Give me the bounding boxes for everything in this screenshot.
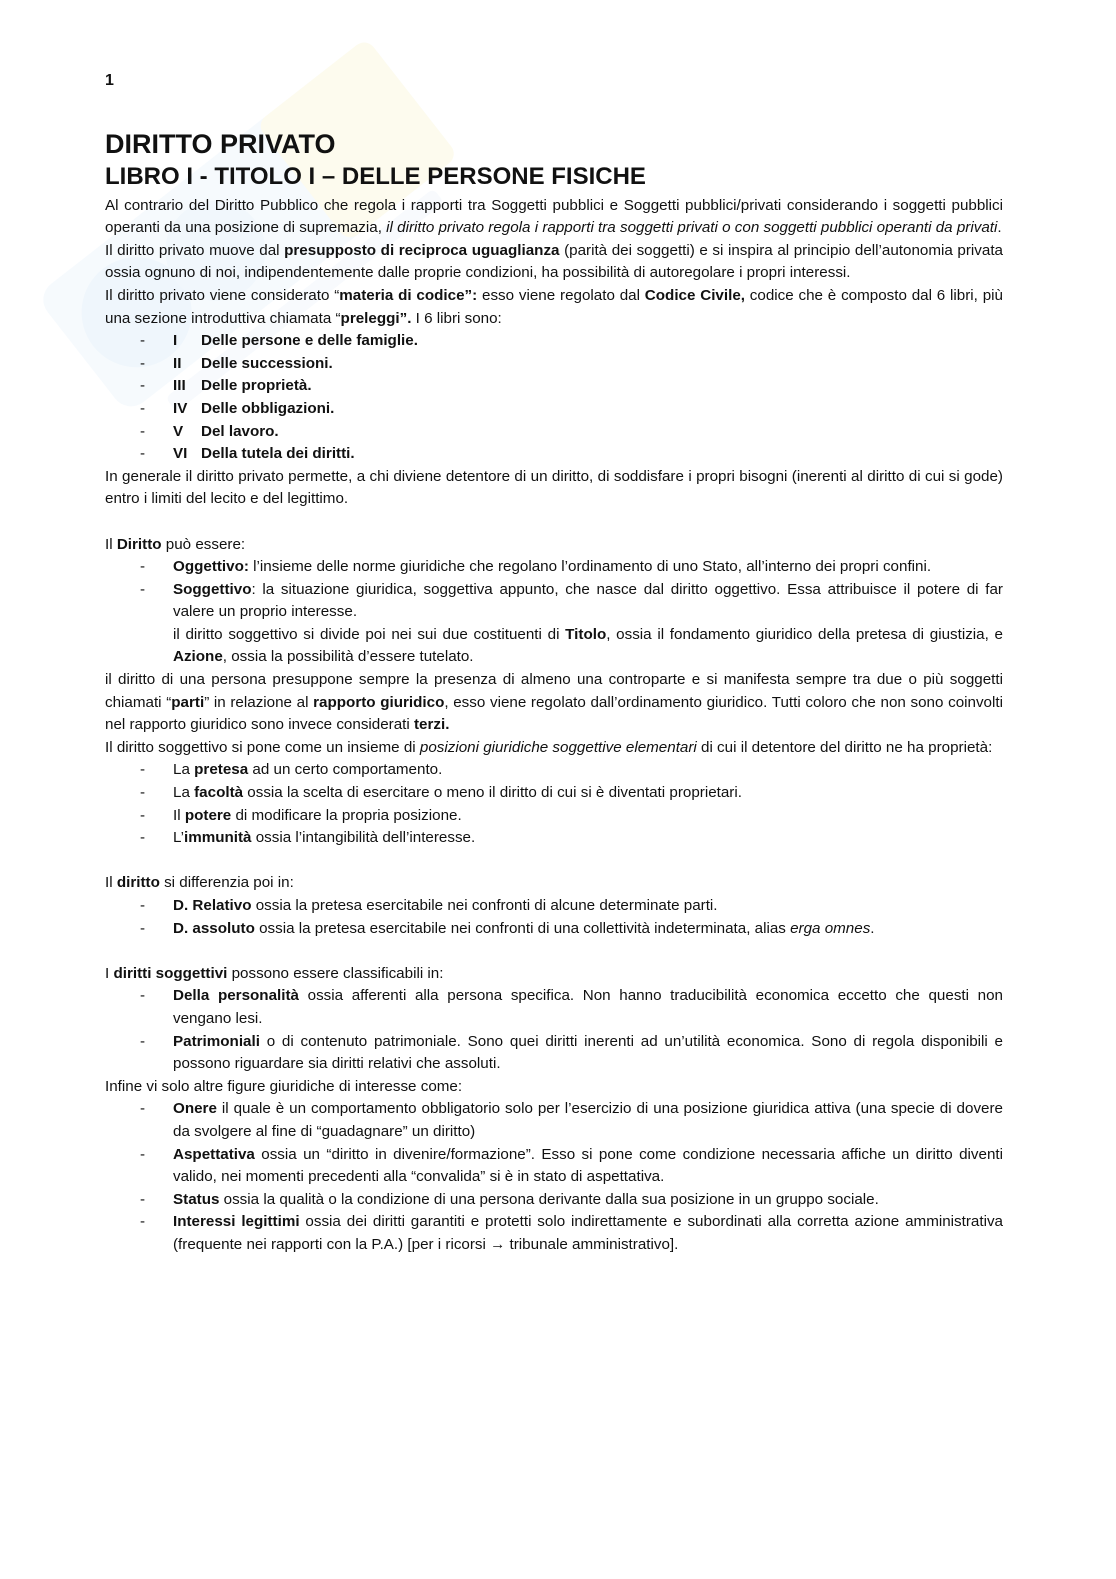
- document-title: DIRITTO PRIVATO: [105, 128, 336, 159]
- classifica-list: [105, 985, 1003, 1075]
- document-subtitle: LIBRO I - TITOLO I – DELLE PERSONE FISICHE: [105, 162, 646, 190]
- diritto-types-list: [105, 556, 1003, 669]
- paragraph-posizioni: Il diritto soggettivo si pone come un insieme di posizioni giuridiche soggettive elementari di cui il detentore del diritto ne ha proprietà:: [105, 738, 993, 756]
- intro-paragraph-3: Il diritto privato viene considerato “materia di codice”: esso viene regolato dal Codice Civile, codice che è composto dal 6 libri, più una sezione introduttiva chiamata “preleggi”. I 6 libri sono:: [105, 286, 1003, 327]
- list-item: - IV Delle obbligazioni.: [140, 399, 335, 417]
- paragraph-classifica: I diritti soggettivi possono essere classificabili in:: [105, 964, 444, 982]
- list-item: - Della personalità ossia afferenti alla persona specifica. Non hanno traducibilità economica eccetto che questi non vengano lesi.: [140, 987, 1003, 1027]
- books-list: [105, 330, 1003, 466]
- paragraph-differenza: Il diritto si differenzia poi in:: [105, 874, 294, 892]
- arrow-right-icon: →: [490, 1235, 506, 1253]
- list-item: - La pretesa ad un certo comportamento.: [140, 761, 443, 779]
- paragraph-parti: il diritto di una persona presuppone sempre la presenza di almeno una controparte e si manifesta sempre tra due o più soggetti chiamati “parti” in relazione al rapporto giuridico, esso viene regolato dall’ordinamento giuridico. Tutti coloro che non sono coinvolti nel rapporto giuridico sono invece considerati terzi.: [105, 671, 1003, 734]
- list-item: - V Del lavoro.: [140, 422, 279, 440]
- list-item: - III Delle proprietà.: [140, 377, 312, 395]
- figure-list: [105, 1098, 1003, 1256]
- list-item: - D. Relativo ossia la pretesa esercitabile nei confronti di alcune determinate parti.: [140, 897, 718, 914]
- list-item: - L’immunità ossia l’intangibilità dell’interesse.: [140, 829, 476, 847]
- list-item: - Il potere di modificare la propria posizione.: [140, 806, 462, 824]
- list-item: - I Delle persone e delle famiglie.: [140, 332, 418, 350]
- paragraph-diritto-intro: Il Diritto può essere:: [105, 535, 246, 553]
- list-item: - La facoltà ossia la scelta di esercitare o meno il diritto di cui si è diventati proprietari.: [140, 784, 742, 802]
- list-item: - D. assoluto ossia la pretesa esercitabile nei confronti di una collettività indeterminata, alias erga omnes.: [140, 919, 875, 937]
- page-number: 1: [105, 72, 114, 89]
- intro-paragraph-1: Al contrario del Diritto Pubblico che regola i rapporti tra Soggetti pubblici e Soggetti pubblici/privati considerando i soggetti pubblici operanti da una posizione di supremazia, il diritto privato regola i rapporti tra soggetti privati o con soggetti pubblici operanti da privati.: [105, 196, 1003, 237]
- list-item: - Soggettivo: la situazione giuridica, soggettiva appunto, che nasce dal diritto oggettivo. Essa attribuisce il potere di far valere un proprio interesse. il diritto soggettivo si divide poi nei sui due costituenti di Titolo, ossia il fondamento giuridico della pretesa di giustizia, e Azione, ossia la possibilità d’essere tutelato.: [140, 580, 1003, 666]
- list-item: - Aspettativa ossia un “diritto in divenire/formazione”. Esso si pone come condizione necessaria affiche un diritto diventi valido, nei momenti precedenti alla “convalida” si è in stato di aspettativa.: [140, 1145, 1003, 1186]
- list-item: - Onere il quale è un comportamento obbligatorio solo per l’esercizio di una posizione giuridica attiva (una specie di dovere da svolgere al fine di “guadagnare” un diritto): [140, 1100, 1003, 1140]
- paragraph-figure: Infine vi solo altre figure giuridiche di interesse come:: [105, 1077, 463, 1095]
- intro-paragraph-2: Il diritto privato muove dal presupposto di reciproca uguaglianza (parità dei soggetti) e si inspira al principio dell’autonomia privata ossia ognuno di noi, indipendentemente dalle proprie condizioni, ha possibilità di autoregolare i propri interessi.: [105, 241, 1003, 282]
- differenza-list: [105, 895, 1003, 940]
- list-item: - Patrimoniali o di contenuto patrimoniale. Sono quei diritti inerenti ad un’utilità economica. Sono di regola disponibili e possono riguardare sia diritti relativi che assoluti.: [140, 1032, 1003, 1073]
- paragraph-general: In generale il diritto privato permette, a chi diviene detentore di un diritto, di soddisfare i propri bisogni (inerenti al diritto di cui si gode) entro i limiti del lecito e del legittimo.: [105, 467, 1003, 508]
- page-content: [105, 70, 1003, 1257]
- list-item: - VI Della tutela dei diritti.: [140, 445, 355, 463]
- list-item: - Status ossia la qualità o la condizione di una persona derivante dalla sua posizione in un gruppo sociale.: [140, 1190, 879, 1208]
- list-item: - II Delle successioni.: [140, 354, 333, 372]
- list-item: - Interessi legittimi ossia dei diritti garantiti e protetti solo indirettamente e subordinati alla corretta azione amministrativa (frequente nei rapporti con la P.A.) [per i ricorsi → tribunale amministrativo].: [140, 1213, 1003, 1253]
- posizioni-list: [105, 759, 1003, 849]
- list-item: - Oggettivo: l’insieme delle norme giuridiche che regolano l’ordinamento di uno Stato, all’interno dei propri confini.: [140, 558, 932, 576]
